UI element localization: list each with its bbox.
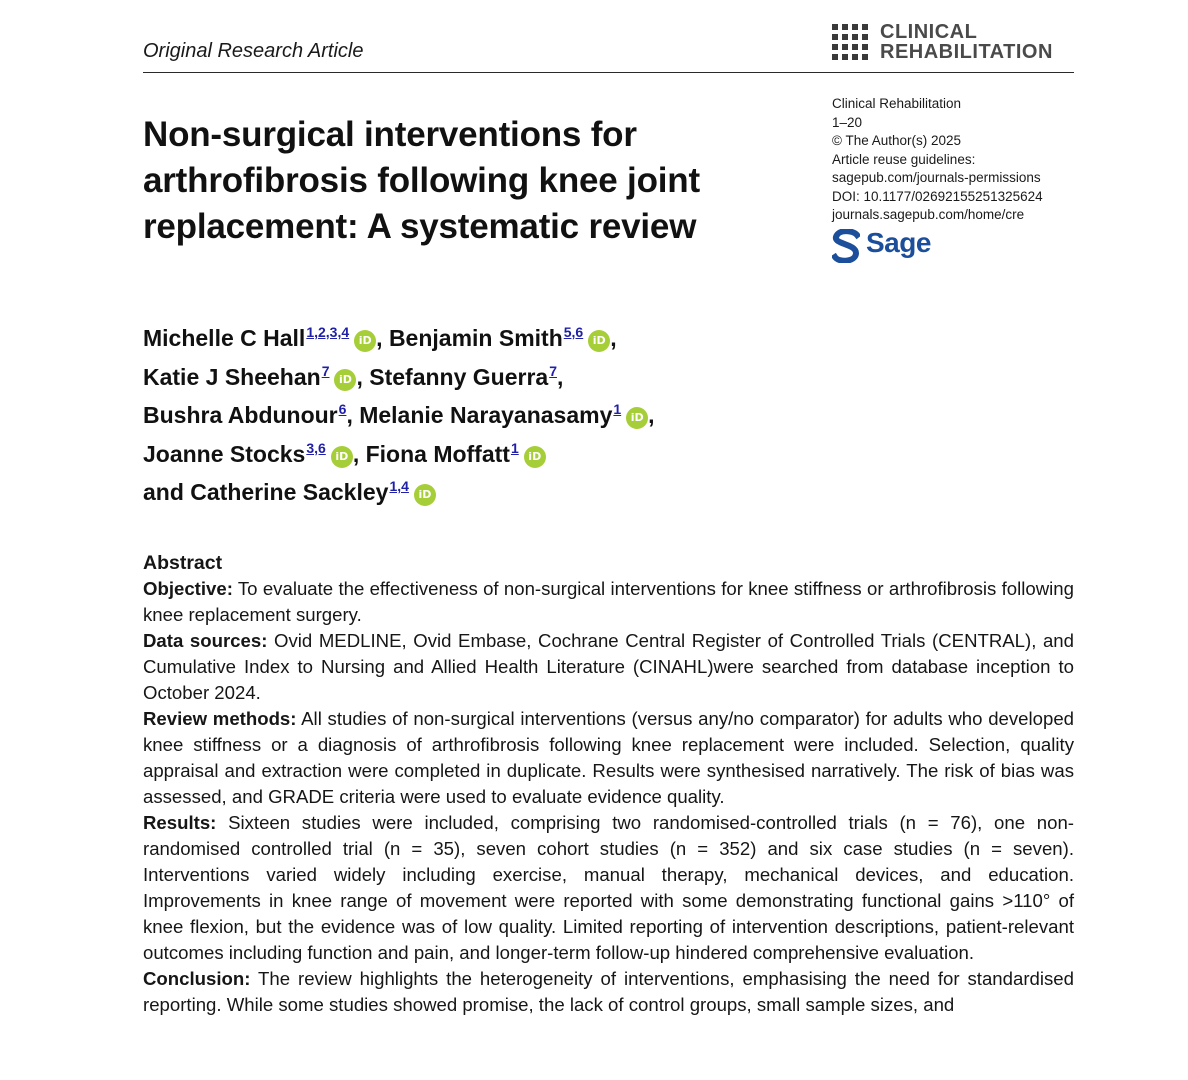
author-name: Stefanny Guerra	[369, 363, 549, 390]
data-sources-label: Data sources:	[143, 630, 268, 651]
journal-logo-grid-icon	[832, 24, 870, 60]
author-name: Melanie Narayanasamy	[359, 402, 613, 428]
author-line	[143, 470, 655, 509]
author-name: Katie J Sheehan	[143, 363, 321, 390]
objective-text: To evaluate the effectiveness of non-surgical interventions for knee stiffness or arthrofibrosis following knee replacement surgery.	[143, 578, 1074, 625]
journal-logo-line2: REHABILITATION	[880, 41, 1053, 63]
article-title: Non-surgical interventions for arthrofibrosis following knee joint replacement: A systematic review	[143, 115, 700, 246]
doi[interactable]: DOI: 10.1177/02692155251325624	[832, 188, 1043, 204]
abstract-results	[143, 810, 1074, 966]
review-methods-label: Review methods:	[143, 708, 297, 729]
author-name: Fiona Moffatt	[365, 440, 510, 467]
sage-wordmark: Sage	[866, 227, 931, 258]
affiliation-link[interactable]: 6	[338, 401, 347, 417]
abstract	[143, 550, 1074, 1018]
affiliation-link[interactable]: 5,6	[563, 324, 584, 340]
orcid-icon[interactable]: iD	[334, 369, 356, 391]
author-name: Joanne Stocks	[143, 440, 306, 467]
results-text: Sixteen studies were included, comprising two randomised-controlled trials (n = 76), one non-randomised controlled trial (n = 35), seven cohort studies (n = 352) and six case studies (n = seven). Interventions varied widely including exercise, manual therapy, mechanical devices, and education. Improvements in knee range of movement were reported with some demonstrating functional gains >110° of knee flexion, but the evidence was of low quality. Limited reporting of intervention descriptions, patient-relevant outcomes including function and pain, and longer-term follow-up hindered comprehensive evaluation.	[143, 812, 1074, 963]
abstract-review-methods	[143, 706, 1074, 810]
author-line: Michelle C Hall$^{1,2,3,4}$iD , Benjamin Smith$^{5,6}$iD ,	[143, 324, 617, 351]
author-line: Bushra Abdunour$^6$, Melanie Narayanasamy$^1$iD ,	[143, 401, 655, 428]
author-list	[143, 316, 655, 509]
abstract-data-sources	[143, 628, 1074, 706]
author-name: Michelle C Hall	[143, 325, 306, 351]
data-sources-text: Ovid MEDLINE, Ovid Embase, Cochrane Central Register of Controlled Trials (CENTRAL), and Cumulative Index to Nursing and Allied Health Literature (CINAHL)were searched from database inception to October 2024.	[143, 630, 1074, 703]
orcid-icon[interactable]: iD	[354, 330, 376, 352]
affiliation-link[interactable]: 1	[613, 401, 622, 417]
review-methods-text: All studies of non-surgical interventions (versus any/no comparator) for adults who developed knee stiffness or a diagnosis of arthrofibrosis following knee replacement were included. Selection, quality appraisal and extraction were completed in duplicate. Results were synthesised narratively. The risk of bias was assessed, and GRADE criteria were used to evaluate evidence quality.	[143, 708, 1075, 807]
copyright: © The Author(s) 2025	[832, 133, 962, 148]
affiliation-link[interactable]: 1,2,3,4	[306, 324, 350, 340]
and-text: and	[143, 479, 184, 505]
affiliation-link[interactable]: 7	[321, 362, 330, 379]
author-line: Joanne Stocks$^{3,6}$iD , Fiona Moffatt$^1$iD	[143, 432, 655, 471]
orcid-icon[interactable]: iD	[524, 446, 546, 468]
author-line: Katie J Sheehan$^7$iD , Stefanny Guerra$^7$,	[143, 362, 564, 390]
journal-logo	[832, 22, 1078, 64]
header-rule	[143, 72, 1074, 73]
author-name: Catherine Sackley	[190, 479, 389, 505]
affiliation-link[interactable]: 1,4	[389, 478, 409, 494]
orcid-icon[interactable]: iD	[626, 407, 648, 429]
article-type: Original Research Article	[143, 40, 364, 62]
author-name: Benjamin Smith	[388, 325, 563, 351]
sage-s-icon	[832, 229, 860, 263]
abstract-conclusion	[143, 966, 1074, 1018]
page-range: 1–20	[832, 114, 863, 130]
reuse-link[interactable]: sagepub.com/journals-permissions	[832, 170, 1041, 185]
results-label: Results:	[143, 812, 217, 833]
abstract-objective	[143, 576, 1074, 628]
affiliation-link[interactable]: 7	[549, 362, 558, 379]
journal-logo-line1: CLINICAL	[880, 21, 978, 43]
journal-name: Clinical Rehabilitation	[832, 96, 962, 111]
author-name: Bushra Abdunour	[143, 402, 338, 428]
conclusion-text: The review highlights the heterogeneity of interventions, emphasising the need for standardised reporting. While some studies showed promise, the lack of control groups, small sample sizes, and	[143, 968, 1074, 1015]
abstract-heading: Abstract	[143, 552, 223, 574]
journal-url[interactable]: journals.sagepub.com/home/cre	[832, 207, 1025, 222]
orcid-icon[interactable]: iD	[414, 484, 436, 506]
conclusion-label: Conclusion:	[143, 968, 251, 989]
objective-label: Objective:	[143, 578, 233, 599]
affiliation-link[interactable]: 3,6	[306, 439, 326, 456]
affiliation-link[interactable]: 1	[510, 439, 519, 456]
reuse-label: Article reuse guidelines:	[832, 151, 976, 167]
publication-info	[832, 95, 1043, 225]
sage-logo	[832, 229, 942, 265]
orcid-icon[interactable]: iD	[588, 330, 610, 352]
orcid-icon[interactable]: iD	[331, 446, 353, 468]
